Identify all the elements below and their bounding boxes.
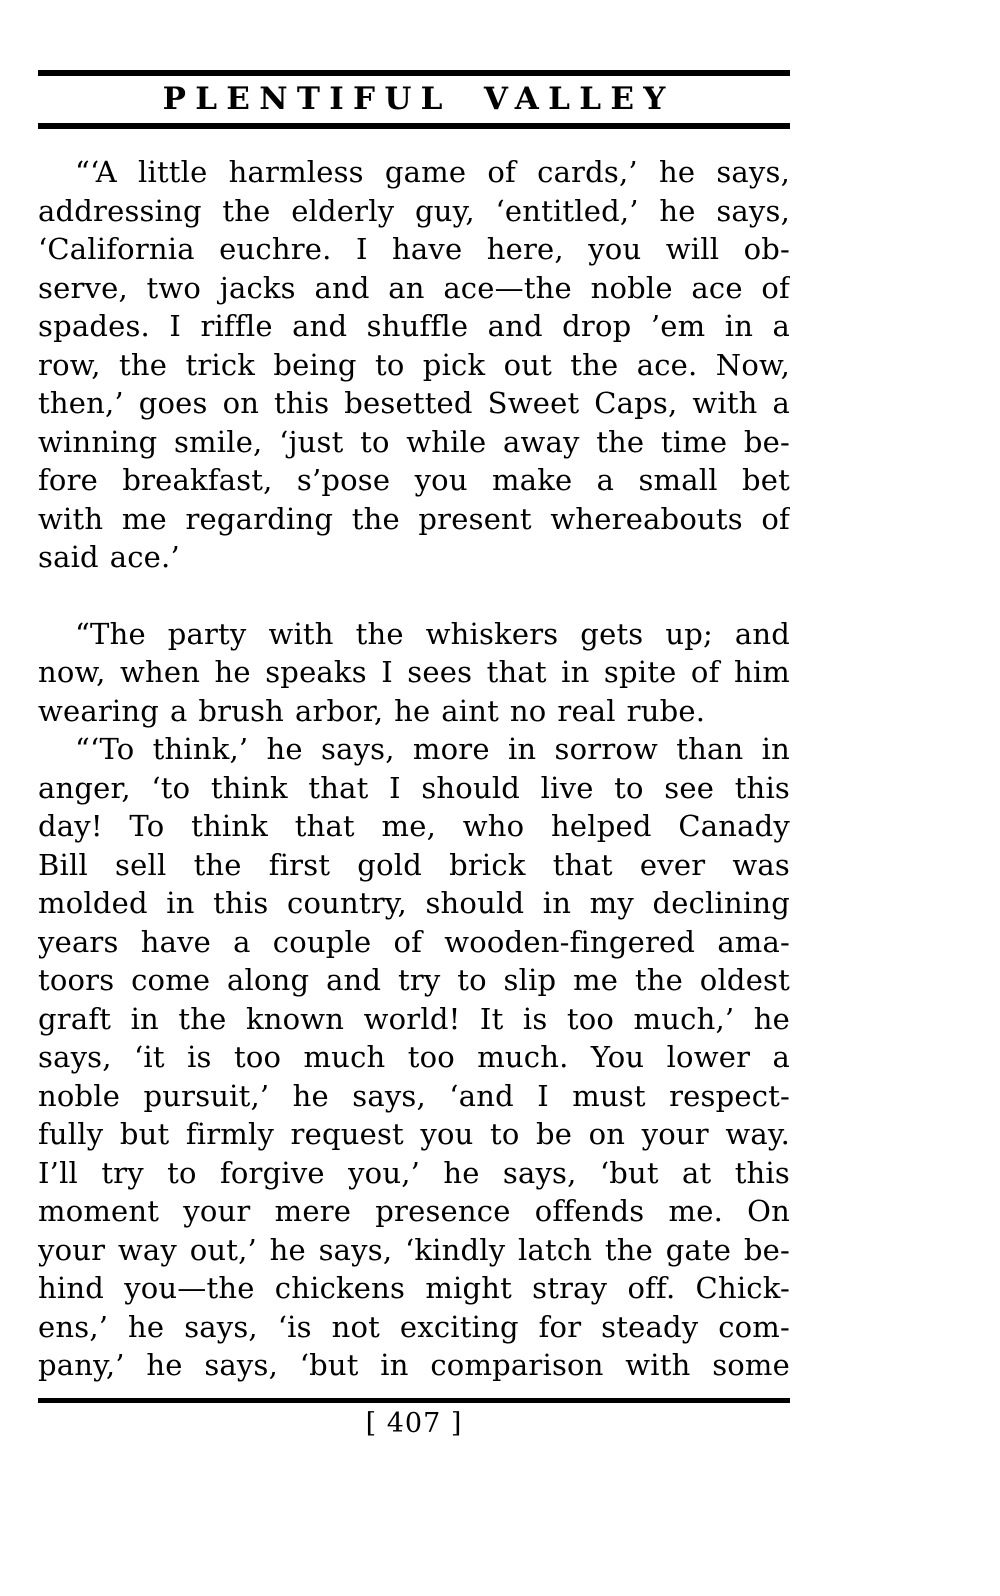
text-line: “‘A little harmless game of cards,’ he says, <box>75 155 790 189</box>
page-number: [ 407 ] <box>365 1407 463 1439</box>
text-line: day! To think that me, who helped Canady <box>38 809 790 843</box>
text-line: spades. I riffle and shuffle and drop ’em in a <box>38 309 790 343</box>
text-line: ens,’ he says, ‘is not exciting for steady com- <box>38 1309 790 1344</box>
text-line: says, ‘it is too much too much. You lower a <box>38 1040 790 1074</box>
text-line: row, the trick being to pick out the ace. Now, <box>38 347 790 382</box>
footer-rule <box>38 1398 790 1403</box>
paragraph <box>38 615 790 731</box>
text-line: toors come along and try to slip me the oldest <box>38 963 790 997</box>
text-line: pany,’ he says, ‘but in comparison with some <box>38 1348 790 1382</box>
text-body <box>38 153 790 1385</box>
text-line: with me regarding the present whereabouts of <box>38 501 790 536</box>
text-line: molded in this country, should in my declining <box>38 886 790 920</box>
header-underline-rule <box>38 123 790 129</box>
text-column <box>38 0 790 1440</box>
text-line: winning smile, ‘just to while away the time be- <box>38 424 790 459</box>
text-line: moment your mere presence offends me. On <box>38 1194 790 1228</box>
paragraph <box>38 730 790 1385</box>
text-line: I’ll try to forgive you,’ he says, ‘but at this <box>38 1155 790 1190</box>
text-line: noble pursuit,’ he says, ‘and I must respect- <box>38 1078 790 1113</box>
text-line: fore breakfast, s’pose you make a small bet <box>38 463 790 497</box>
text-line: now, when he speaks I sees that in spite of him <box>38 655 790 689</box>
paragraph <box>38 153 790 577</box>
text-line: “‘To think,’ he says, more in sorrow than in <box>75 732 790 766</box>
text-line: years have a couple of wooden-fingered ama- <box>38 924 790 959</box>
text-line: serve, two jacks and an ace—the noble ace of <box>38 270 790 305</box>
text-line: then,’ goes on this besetted Sweet Caps, with a <box>38 386 790 420</box>
text-line: Bill sell the first gold brick that ever was <box>38 847 790 882</box>
text-line: anger, ‘to think that I should live to see this <box>38 770 790 805</box>
text-line: wearing a brush arbor, he aint no real rube. <box>38 693 706 728</box>
running-header-title: PLENTIFUL VALLEY <box>162 81 675 117</box>
text-line: fully but firmly request you to be on your way. <box>38 1117 790 1151</box>
text-line: ‘California euchre. I have here, you will ob- <box>38 232 790 266</box>
text-line: “The party with the whiskers gets up; and <box>75 616 790 651</box>
header-top-rule <box>38 70 790 76</box>
text-line: graft in the known world! It is too much,’ he <box>38 1001 790 1036</box>
text-line: addressing the elderly guy, ‘entitled,’ he says, <box>38 193 790 228</box>
text-line: said ace.’ <box>38 540 180 574</box>
text-line: your way out,’ he says, ‘kindly latch the gate be- <box>38 1232 790 1267</box>
text-line: hind you—the chickens might stray off. Chick- <box>38 1271 790 1305</box>
